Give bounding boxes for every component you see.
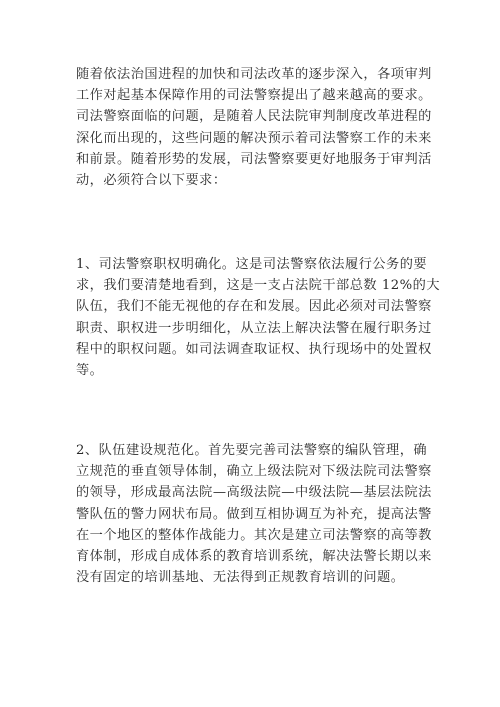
text-line: 没有固定的培训基地、无法得到正规教育培训的问题。: [76, 570, 405, 586]
text-line: 2、队伍建设规范化。首先要完善司法警察的编队管理，确: [76, 443, 428, 458]
paragraph-item-1: [76, 254, 441, 381]
text-line: 等。: [76, 363, 104, 379]
text-line: 立规范的垂直领导体制，确立上级法院对下级法院司法警察: [76, 464, 432, 480]
text-line: 警队伍的警力网状布局。做到互相协调互为补充，提高法警: [76, 506, 432, 522]
text-line: 随着依法治国进程的加快和司法改革的逐步深入，各项审判: [76, 67, 432, 82]
paragraph-intro: [76, 64, 436, 191]
text-line: 的领导，形成最高法院—高级法院—中级法院—基层法院法: [76, 485, 432, 501]
text-line: 求，我们要清楚地看到，这是一支占法院干部总数 12%的大: [76, 278, 441, 294]
text-line: 工作对起基本保障作用的司法警察提出了越来越高的要求。: [76, 88, 432, 104]
text-line: 队伍，我们不能无视他的存在和发展。因此必须对司法警察: [76, 299, 432, 315]
text-line: 司法警察面临的问题，是随着人民法院审判制度改革进程的: [76, 109, 432, 125]
paragraph-item-2: [76, 440, 436, 588]
text-line: 程中的职权问题。如司法调查取证权、执行现场中的处置权: [76, 341, 432, 357]
text-line: 在一个地区的整体作战能力。其次是建立司法警察的高等教: [76, 527, 432, 543]
text-line: 1、司法警察职权明确化。这是司法警察依法履行公务的要: [76, 257, 428, 272]
text-line: 深化而出现的，这些问题的解决预示着司法警察工作的未来: [76, 130, 432, 146]
text-line: 和前景。随着形势的发展，司法警察要更好地服务于审判活: [76, 151, 432, 167]
text-line: 育体制，形成自成体系的教育培训系统，解决法警长期以来: [76, 549, 432, 565]
text-line: 动，必须符合以下要求：: [76, 173, 227, 189]
text-line: 职责、职权进一步明细化，从立法上解决法警在履行职务过: [76, 320, 432, 336]
